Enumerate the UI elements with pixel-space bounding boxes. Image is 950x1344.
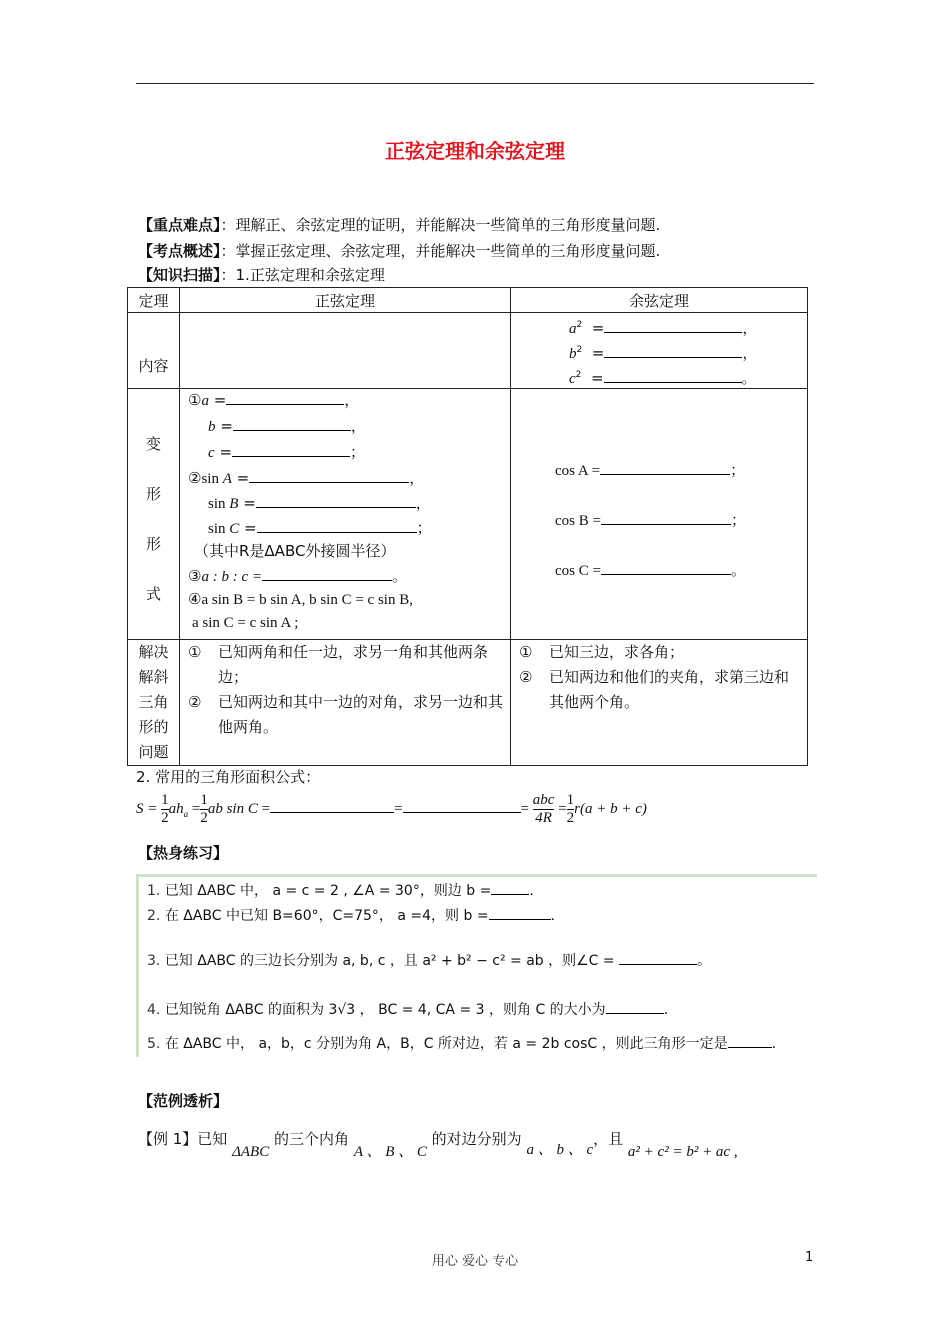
cosine-forms-cell: cos A = ； cos B = ； cos C = 。 (511, 389, 808, 640)
cosine-solve-1: 已知三边，求各角； (549, 643, 685, 661)
frac-den: 2 (161, 810, 169, 826)
area-term3-num: abc (532, 792, 555, 808)
header-rule (136, 83, 814, 84)
key-points-line (138, 214, 660, 235)
example1-mid2: 的对边分别为 (431, 1130, 522, 1148)
cosine-solve-cell (511, 640, 808, 766)
frac-den-2: 2 (200, 810, 208, 826)
sine-forms-cell: ①a = ， b = ， c = ； ②sin A = ， sin B = ， sin C = ； （其中R是ΔABC外接圆半径） ③a : b : c = 。 ④a sin B = b sin A, b sin C = c sin B, a sin C = c sin A ; (180, 389, 511, 640)
form2-mark: ② (188, 469, 202, 487)
sine-solve-2: 已知两边和其中一边的对角，求另一边和其他两角。 (218, 693, 504, 736)
sine-solve-1: 已知两角和任一边，求另一角和其他两条边； (218, 643, 489, 686)
item-text: 已知 ΔABC 的三边长分别为 a, b, c ，且 a² + b² − c² = ab ，则∠C = (164, 953, 615, 969)
forms-char-3: 形 (146, 535, 162, 553)
area-term2: ab sin C (207, 800, 258, 817)
sine-solve-mark1: ① (188, 643, 202, 661)
example1-label: 【例 1】已知 (138, 1130, 228, 1148)
cosine-solve-mark2: ② (519, 668, 533, 686)
sine-content-cell (180, 313, 511, 389)
key-points-text: ：理解正、余弦定理的证明，并能解决一些简单的三角形度量问题. (220, 216, 661, 234)
solve-char-1: 解决 (138, 643, 169, 661)
circumradius-note: （其中R是ΔABC外接圆半径） (194, 542, 396, 560)
cos-a-form: cos A = (555, 463, 601, 479)
form1-mark: ① (188, 391, 202, 409)
forms-char-4: 式 (146, 585, 162, 603)
cos-law-b: b (569, 346, 577, 362)
item-text: 在 ΔABC 中已知 B=60°，C=75°， a =4，则 b = (164, 908, 489, 924)
sine-solve-cell (180, 640, 511, 766)
warmup-item (147, 950, 711, 970)
forms-char-1: 变 (146, 435, 162, 453)
item-number: 4. (147, 1002, 161, 1018)
area-term1: ah (168, 800, 184, 817)
frac-den-3: 2 (566, 810, 575, 826)
example1-cond: ，且 (593, 1130, 624, 1148)
area-term4: r(a + b + c) (574, 800, 647, 817)
forms-char-2: 形 (146, 485, 162, 503)
solve-char-5: 问题 (138, 743, 169, 761)
cos-b-form: cos B = (555, 513, 601, 529)
solve-char-4: 形的 (138, 718, 169, 736)
exam-overview-label: 【考点概述】 (138, 242, 221, 260)
warmup-box (136, 874, 817, 1057)
key-points-label: 【重点难点】 (138, 216, 221, 234)
header-theorem: 定理 (128, 288, 180, 313)
warmup-item (147, 880, 534, 900)
cos-law-c: c (569, 371, 576, 387)
form4-line1: a sin B = b sin A, b sin C = c sin B, (201, 592, 413, 608)
item-tail: . (550, 908, 556, 924)
page-number: 1 (805, 1250, 814, 1265)
item-tail: . (771, 1036, 777, 1052)
solve-char-3: 三角 (138, 693, 169, 711)
row-forms-label (128, 389, 180, 640)
warmup-heading: 【热身练习】 (138, 844, 229, 862)
row-solve-label (128, 640, 180, 766)
cosine-solve-mark1: ① (519, 643, 533, 661)
sine-solve-mark2: ② (188, 693, 202, 711)
solve-char-2: 解斜 (138, 668, 169, 686)
theorem-table (127, 287, 808, 766)
form4-mark: ④ (188, 590, 202, 608)
knowledge-scan-line (138, 264, 385, 285)
form3-mark: ③ (188, 567, 202, 585)
area-heading: 2. 常用的三角形面积公式： (136, 768, 321, 786)
item-text: 在 ΔABC 中， a，b，c 分别为角 A，B，C 所对边，若 a = 2b cosC ，则此三角形一定是 (164, 1036, 728, 1052)
item-text: 已知锐角 ΔABC 的面积为 3√3 ， BC = 4, CA = 3 ，则角 C 的大小为 (164, 1002, 606, 1018)
area-formula: S = $\frac{1}{2}$ $ah_a$ = $\frac{1}{2}$ ab sin C = = = $\frac{\text{abc}}{4R}$ = $\frac{1}{2}$ r(a + b + c) (136, 792, 647, 826)
footer-motto: 用心 爱心 专心 (431, 1254, 519, 1269)
knowledge-scan-label: 【知识扫描】 (138, 266, 221, 284)
example1-equation: a² + c² = b² + ac , (627, 1144, 738, 1160)
page-title: 正弦定理和余弦定理 (385, 139, 565, 163)
area-term1-sub: a (183, 808, 189, 819)
example1-line (138, 1128, 738, 1160)
frac-num-3: 1 (566, 792, 575, 808)
item-tail: . (663, 1002, 669, 1018)
item-tail: . (529, 883, 534, 899)
header-cosine: 余弦定理 (511, 288, 808, 313)
cos-c-form: cos C = (555, 563, 601, 579)
header-sine: 正弦定理 (180, 288, 511, 313)
item-tail: 。 (697, 953, 712, 969)
warmup-item (147, 1033, 776, 1053)
knowledge-scan-text: ：1.正弦定理和余弦定理 (220, 266, 385, 284)
example1-triangle: ΔABC (232, 1144, 270, 1160)
frac-num-2: 1 (200, 792, 208, 808)
exam-overview-text: ：掌握正弦定理、余弦定理，并能解决一些简单的三角形度量问题. (220, 242, 661, 260)
row-content-label: 内容 (128, 313, 180, 389)
area-term3-den: 4R (533, 809, 555, 827)
frac-num: 1 (161, 792, 169, 808)
item-number: 2. (147, 908, 161, 924)
cos-law-a: a (569, 321, 577, 337)
example1-mid: 的三个内角 (274, 1130, 350, 1148)
example1-angles: A 、 B 、 C (353, 1144, 427, 1160)
exam-overview-line (138, 240, 660, 261)
example1-sides: a 、 b 、 c (526, 1142, 594, 1158)
item-number: 5. (147, 1036, 161, 1052)
examples-heading: 【范例透析】 (138, 1092, 229, 1110)
item-text: 已知 ΔABC 中， a = c = 2 , ∠A = 30°，则边 b = (164, 883, 492, 899)
form4-line2: a sin C = c sin A ; (192, 615, 299, 631)
warmup-item (147, 999, 668, 1019)
item-number: 1. (147, 883, 161, 899)
item-number: 3. (147, 953, 161, 969)
ratio-formula: a : b : c = (201, 569, 262, 585)
warmup-item (147, 905, 555, 925)
area-lead: S = (136, 800, 158, 817)
cosine-content-cell: $a^2$ = ， $b^2$ = ， $c^2$ = 。 (511, 313, 808, 389)
cosine-solve-2: 已知两边和他们的夹角，求第三边和其他两个角。 (549, 668, 790, 711)
